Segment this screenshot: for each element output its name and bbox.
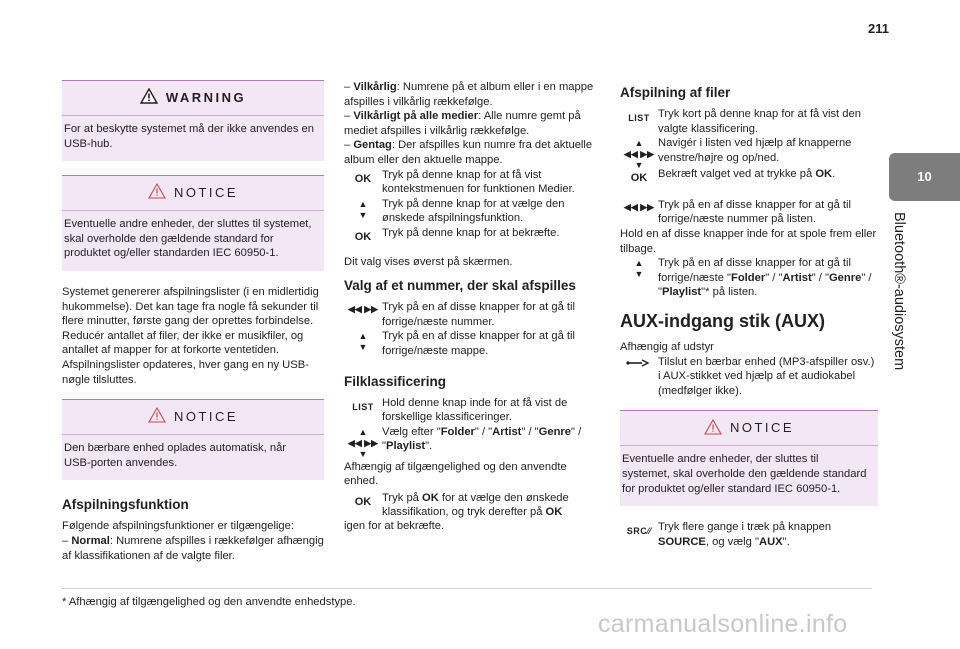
ok-word: OK	[422, 491, 439, 504]
notice-triangle-icon	[704, 419, 722, 439]
chapter-title	[882, 212, 912, 402]
notice-box-1	[62, 175, 324, 271]
ok-row-3	[344, 491, 602, 520]
notice-title-3: NOTICE	[729, 420, 795, 436]
repeat-text: : Der afspilles kun numre fra det aktuelle album eller den aktuelle mappe.	[344, 139, 593, 166]
column-1	[62, 80, 324, 571]
playlist-paragraph	[62, 285, 324, 387]
four-way-arrows-icon: ▲ ◀◀ ▶▶ ▼	[623, 138, 655, 171]
source-word: SOURCE	[658, 535, 706, 548]
four-way-arrows-icon: ▲ ◀◀ ▶▶ ▼	[347, 426, 379, 459]
notice-box-3	[620, 410, 878, 506]
list-text-3: Tryk kort på denne knap for at få vist den valgte klassificering.	[658, 108, 861, 135]
ok-text-c3	[658, 167, 878, 182]
artist-label: Artist	[782, 271, 812, 284]
left-right-arrows-icon: ◀◀ ▶▶	[347, 304, 379, 315]
warning-title: WARNING	[165, 89, 247, 105]
notice-triangle-icon	[148, 183, 166, 203]
section-heading-select-track: Valg af et nummer, der skal afspilles	[344, 278, 576, 294]
ok-word: OK	[545, 506, 563, 519]
footnote-divider	[62, 588, 872, 589]
separator: " / "	[521, 425, 539, 438]
section-heading-aux: AUX-indgang stik (AUX)	[620, 310, 825, 331]
ok-row-c3	[620, 167, 878, 186]
updown-row-1	[344, 197, 602, 226]
page-number: 211	[868, 21, 889, 36]
aux-text: Tilslut en bærbar enhed (MP3-afspiller osv.) i AUX-stikket ved hjælp af et audiokabel (medfølger ikke).	[658, 355, 875, 397]
notice-text-1: Eventuelle andre enheder, der sluttes til systemet, skal overholde den gældende standard for produktet og/eller standarden IEC 60950-1.	[62, 210, 324, 271]
random-all-text: : Alle numre gemt på mediet afspilles i vilkårlig rækkefølge.	[344, 110, 581, 137]
artist-label: Artist	[492, 425, 522, 438]
playlist-para3: Afspilningslister opdateres, hver gang en ny USB-nøgle tilsluttes.	[62, 358, 309, 386]
separator: " / "	[474, 425, 493, 438]
playlist-para2: Reducér antallet af filer, der ikke er musikfiler, og antallet af mapper for at forkorte ventetiden.	[62, 329, 304, 357]
src-label: SRC	[626, 526, 648, 537]
normal-text: : Numrene afspilles i rækkefølger afhængig af klassifikationen af de valgte filer.	[62, 534, 324, 562]
random-label: Vilkårlig	[353, 81, 397, 93]
genre-label: Genre	[538, 425, 572, 438]
playlist-label: Playlist	[385, 440, 426, 453]
section-heading-file-playback: Afspilning af filer	[620, 85, 731, 100]
updown-row-2	[344, 329, 602, 358]
warning-header	[62, 81, 324, 115]
normal-label: Normal	[71, 534, 110, 547]
left-right-arrows-icon: ◀◀ ▶▶	[623, 201, 655, 212]
watermark: carmanualsonline.info	[598, 610, 848, 638]
choose-row	[344, 425, 602, 460]
src-middle: , og vælg "	[705, 535, 759, 548]
ok-button-icon: OK	[354, 172, 372, 185]
hold-text: Hold en af disse knapper inde for at spole frem eller tilbage.	[620, 227, 877, 255]
column-2	[344, 80, 602, 534]
ok3-middle: for at vælge den ønskede klassifikation, og tryk derefter på	[382, 491, 569, 519]
ok-text-2: Tryk på denne knap for at bekræfte.	[382, 226, 560, 239]
choose-prefix: Vælg efter "	[382, 425, 441, 438]
separator: " / "	[382, 425, 582, 453]
src-suffix: ".	[782, 535, 790, 548]
playback-intro: Følgende afspilningsfunktioner er tilgængelige:	[62, 520, 294, 533]
notice-title-2: NOTICE	[173, 408, 239, 424]
shown-text: Dit valg vises øverst på skærmen.	[344, 255, 513, 268]
ok-row-2	[344, 226, 602, 245]
notice-title-1: NOTICE	[173, 184, 239, 200]
separator: " / "	[765, 271, 783, 284]
random-all-label: Vilkårligt på alle medier	[353, 110, 479, 123]
list-row	[344, 396, 602, 425]
column-3	[620, 80, 878, 549]
notice-box-2	[62, 399, 324, 480]
ok-text-3-end: igen for at bekræfte.	[344, 520, 445, 533]
ok-button-icon: OK	[354, 230, 372, 243]
src-text	[658, 520, 878, 549]
ok-button-icon: OK	[354, 495, 372, 508]
nav-row	[620, 136, 878, 171]
genre-label: Genre	[828, 271, 862, 284]
up-down-arrows-icon: ▲ ▼	[358, 198, 368, 220]
lr-row-3	[620, 198, 878, 227]
src-button-icon: SRC⁄⁄	[626, 526, 652, 537]
ok-text-1: Tryk på denne knap for at få vist kontekstmenuen for funktionen Medier.	[382, 168, 575, 196]
notice-header-2	[62, 400, 324, 434]
lr-text-3: Tryk på en af disse knapper for at gå til forrige/næste nummer på listen.	[658, 198, 851, 226]
playlist-label: Playlist	[661, 286, 702, 299]
warning-box	[62, 80, 324, 161]
playlist-para1: Systemet genererer afspilningslister (i en midlertidig hukommelse). Det kan tage fra nogle få sekunder til flere minutter, første gang der oprettes forbindelse.	[62, 285, 319, 328]
warning-text: For at beskytte systemet må der ikke anvendes en USB-hub.	[62, 115, 324, 161]
ok-text-suffix: .	[832, 168, 836, 181]
warning-triangle-icon	[140, 88, 158, 108]
folder-label: Folder	[731, 271, 766, 284]
folder-label: Folder	[440, 425, 475, 438]
choose-suffix: ".	[425, 440, 433, 453]
ud-prefix: Tryk på en af disse knapper for at gå til forrige/næste "	[658, 257, 851, 284]
depends-text: Afhængig af tilgængelighed og den anvendte enhed.	[344, 460, 567, 488]
notice-text-2: Den bærbare enhed oplades automatisk, når USB-porten anvendes.	[62, 434, 324, 480]
up-down-arrows-icon: ▲ ▼	[634, 258, 644, 280]
ud-row-3	[620, 256, 878, 300]
ud-text-3	[658, 256, 878, 300]
random-text: : Numrene på et album eller i en mappe afspilles i vilkårlig rækkefølge.	[344, 81, 594, 108]
footnote: * Afhængig af tilgængelighed og den anvendte enhedstype.	[62, 596, 356, 608]
aux-intro: Afhængig af udstyr	[620, 340, 714, 353]
leftright-text: Tryk på en af disse knapper for at gå til forrige/næste nummer.	[382, 301, 575, 328]
src-prefix: Tryk flere gange i træk på knappen	[658, 521, 832, 534]
notice-triangle-icon	[148, 407, 166, 427]
ok-button-icon: OK	[630, 172, 648, 185]
src-row	[620, 520, 878, 549]
chapter-number-tab: 10	[889, 153, 960, 201]
nav-text: Navigér i listen ved hjælp af knapperne venstre/højre og op/ned.	[658, 137, 852, 164]
list-button-icon: LIST	[352, 401, 374, 412]
updown-text-2: Tryk på en af disse knapper for at gå til forrige/næste mappe.	[382, 330, 575, 357]
list-text: Hold denne knap inde for at få vist de forskellige klassificeringer.	[382, 396, 568, 424]
playback-modes-intro: Følgende afspilningsfunktioner er tilgængelige: – Normal: Numrene afspilles i rækkefølger afhængig af klassifikationen af de valgte filer.	[62, 520, 324, 562]
ok-word: OK	[815, 168, 833, 181]
separator: " / "	[811, 271, 829, 284]
ok3-prefix: Tryk på	[382, 491, 422, 504]
aux-cable-icon	[620, 355, 658, 374]
notice-header-3	[620, 411, 878, 445]
aux-row	[620, 355, 878, 399]
list-row-3	[620, 107, 878, 136]
ud-suffix: "* på listen.	[701, 286, 758, 299]
notice-header-1	[62, 176, 324, 210]
section-heading-file-classification: Filklassificering	[344, 373, 447, 389]
random-modes: – Vilkårlig: Numrene på et album eller i en mappe afspilles i vilkårlig rækkefølge. – Vilkårligt på alle medier: Alle numre gemt på mediet afspilles i vilkårlig rækkefølge. – Gentag: Der afspilles kun numre fra det aktuelle album eller den aktuelle mappe.	[344, 81, 594, 166]
chapter-title-text: Bluetooth®-audiosystem	[891, 212, 907, 371]
ok-text-3	[382, 491, 602, 520]
updown-text-1: Tryk på denne knap for at vælge den ønskede afspilningsfunktion.	[382, 197, 565, 225]
ok-text-prefix: Bekræft valget ved at trykke på	[658, 168, 816, 181]
aux-word: AUX	[758, 535, 783, 548]
notice-text-3: Eventuelle andre enheder, der sluttes til systemet, skal overholde den gældende standard for produktet og/eller standard IEC 60950-1.	[620, 445, 878, 506]
up-down-arrows-icon: ▲ ▼	[358, 331, 368, 353]
repeat-label: Gentag	[353, 139, 392, 152]
choose-text	[382, 425, 602, 454]
section-heading-playback: Afspilningsfunktion	[62, 497, 189, 513]
list-button-icon: LIST	[628, 113, 650, 123]
leftright-row	[344, 300, 602, 329]
ok-row-1	[344, 168, 602, 197]
separator: " / "	[658, 271, 872, 299]
